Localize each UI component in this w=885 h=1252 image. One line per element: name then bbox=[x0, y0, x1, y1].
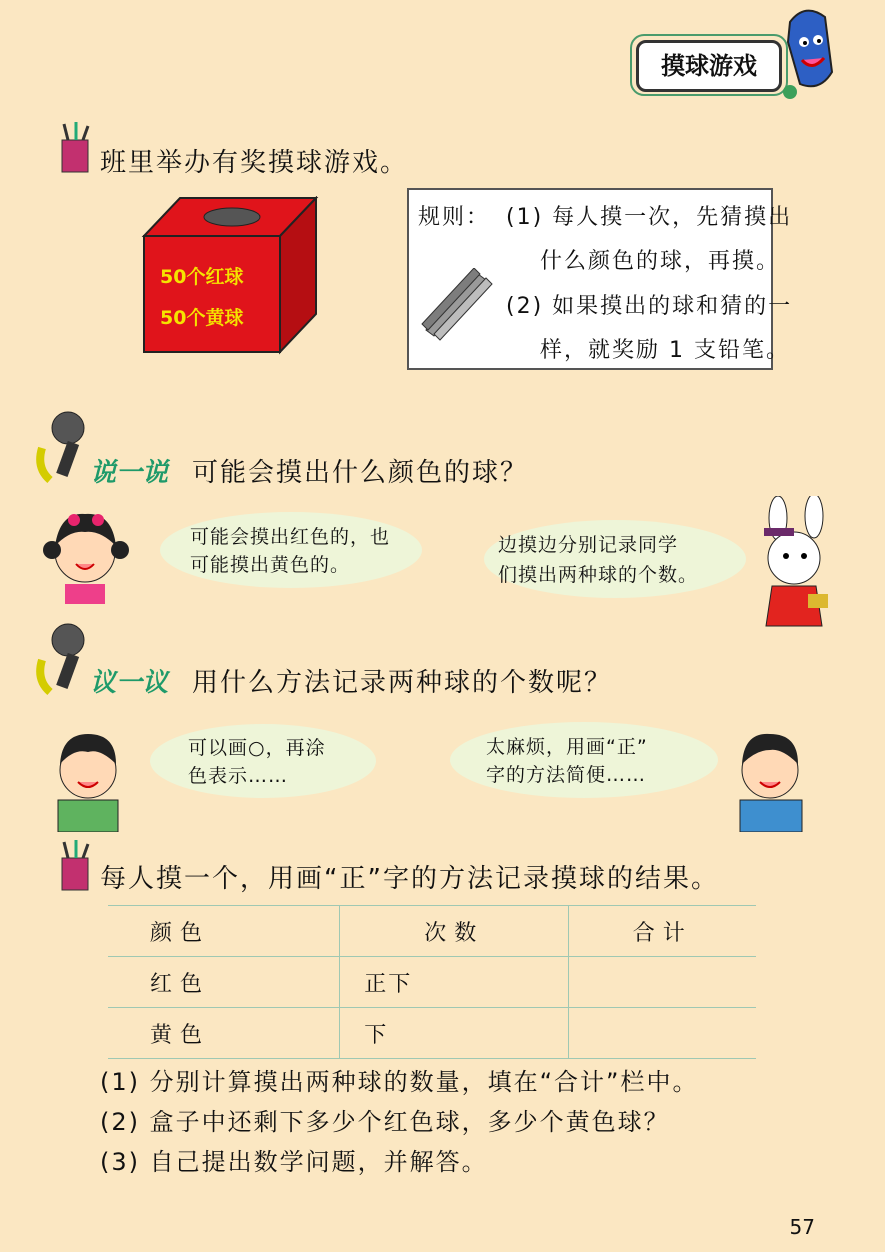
bubble-2-line-2: 们摸出两种球的个数。 bbox=[498, 564, 699, 586]
say-question: 可能会摸出什么颜色的球？ bbox=[192, 458, 529, 488]
pencils-icon bbox=[420, 268, 500, 342]
bubble-3-line-2: 色表示…… bbox=[188, 765, 289, 787]
rabbit-teacher-avatar bbox=[748, 496, 838, 634]
microphone-mascot-icon-2 bbox=[36, 620, 92, 696]
pencil-cup-icon-2 bbox=[58, 840, 92, 892]
row-red-total[interactable] bbox=[569, 957, 756, 1008]
box-label-red: 50个红球 bbox=[160, 266, 244, 288]
row-yellow-total[interactable] bbox=[569, 1008, 756, 1059]
tally-table bbox=[108, 905, 756, 1059]
question-1: (1) 分别计算摸出两种球的数量，填在“合计”栏中。 bbox=[100, 1068, 699, 1096]
bubble-3-line-1: 可以画○，再涂 bbox=[188, 737, 326, 759]
task-text: 每人摸一个，用画“正”字的方法记录摸球的结果。 bbox=[100, 864, 719, 894]
bubble-4-line-1: 太麻烦，用画“正” bbox=[486, 736, 648, 758]
row-yellow-tally: 下 bbox=[340, 1008, 569, 1059]
bubble-1-line-1: 可能会摸出红色的，也 bbox=[190, 526, 391, 548]
rules-label: 规则： bbox=[418, 205, 491, 230]
row-red-tally: 正下 bbox=[340, 957, 569, 1008]
box-label-yellow: 50个黄球 bbox=[160, 307, 244, 329]
mascot-computer-mouse-icon bbox=[770, 2, 840, 102]
table-row bbox=[108, 957, 756, 1008]
header-count: 次数 bbox=[340, 906, 569, 957]
girl-avatar bbox=[40, 500, 130, 605]
row-red-color: 红色 bbox=[108, 957, 340, 1008]
header-color: 颜色 bbox=[108, 906, 340, 957]
rule-2-line-1: (2) 如果摸出的球和猜的一 bbox=[506, 294, 793, 319]
bubble-2-line-1: 边摸边分别记录同学 bbox=[498, 534, 679, 556]
table-header-row bbox=[108, 906, 756, 957]
page-number: 57 bbox=[789, 1215, 815, 1239]
question-2: (2) 盒子中还剩下多少个红色球，多少个黄色球？ bbox=[100, 1108, 670, 1136]
header-total: 合计 bbox=[569, 906, 756, 957]
intro-text: 班里举办有奖摸球游戏。 bbox=[100, 148, 409, 178]
bubble-4-line-2: 字的方法简便…… bbox=[486, 764, 647, 786]
bubble-1-line-2: 可能摸出黄色的。 bbox=[190, 554, 351, 576]
boy-avatar-right bbox=[728, 720, 810, 832]
header-tag: 摸球游戏 bbox=[636, 40, 782, 92]
microphone-mascot-icon bbox=[36, 408, 92, 486]
discuss-question: 用什么方法记录两种球的个数呢？ bbox=[192, 668, 613, 698]
pencil-cup-icon bbox=[58, 122, 92, 174]
table-row bbox=[108, 1008, 756, 1059]
rule-1-line-1: (1) 每人摸一次，先猜摸出 bbox=[506, 205, 793, 230]
boy-avatar-left bbox=[48, 720, 128, 832]
question-3: (3) 自己提出数学问题，并解答。 bbox=[100, 1148, 488, 1176]
say-label: 说一说 bbox=[90, 458, 169, 488]
discuss-label: 议一议 bbox=[90, 668, 169, 698]
row-yellow-color: 黄色 bbox=[108, 1008, 340, 1059]
rule-1-line-2: 什么颜色的球，再摸。 bbox=[540, 249, 781, 274]
rule-2-line-2: 样，就奖励 1 支铅笔。 bbox=[540, 338, 790, 363]
